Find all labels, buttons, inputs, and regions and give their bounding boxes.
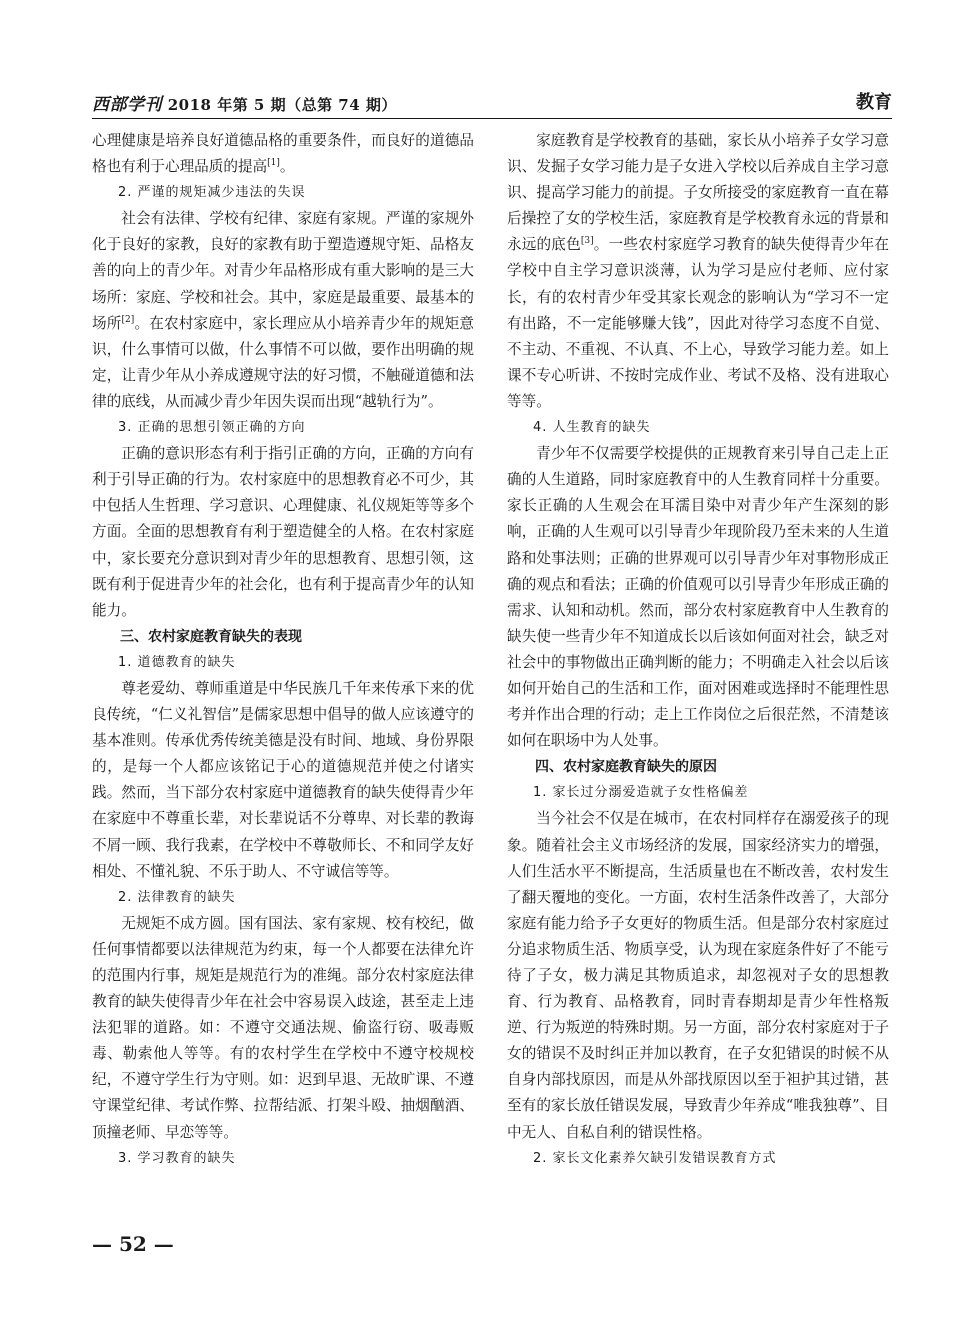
subsection-heading: 2. 家长文化素养欠缺引发错误教育方式 bbox=[533, 1150, 777, 1166]
page-number: — 52 — bbox=[92, 1232, 174, 1256]
subsection-heading: 1. 道德教育的缺失 bbox=[118, 654, 236, 670]
subsection-heading: 3. 学习教育的缺失 bbox=[118, 1150, 236, 1166]
subsection-heading: 1. 家长过分溺爱造就子女性格偏差 bbox=[533, 785, 749, 801]
right-column bbox=[507, 128, 889, 1172]
paragraph: 正确的意识形态有利于指引正确的方向，正确的方向有利于引导正确的行为。农村家庭中的思想教育必不可少，其中包括人生哲理、学习意识、心理健康、礼仪规矩等等多个方面。全面的思想教育有利于塑造健全的人格。在农村家庭中，家长要充分意识到对青少年的思想教育、思想引领，这既有利于促进青少年的社会化，也有利于提高青少年的认知能力。 bbox=[92, 445, 474, 619]
subsection-heading: 2. 严谨的规矩减少违法的失误 bbox=[118, 185, 306, 201]
paragraph: 当今社会不仅是在城市，在农村同样存在溺爱孩子的现象。随着社会主义市场经济的发展，国家经济实力的增强，人们生活水平不断提高，生活质量也在不断改善，农村发生了翻天覆地的变化。一方面，农村生活条件改善了，大部分家庭有能力给予子女更好的物质生活。但是部分农村家庭过分追求物质生活、物质享受，认为现在家庭条件好了不能亏待了子女，极力满足其物质追求，却忽视对子女的思想教育、行为教育、品格教育，同时青春期却是青少年性格叛逆、行为叛逆的特殊时期。另一方面，部分农村家庭对于子女的错误不及时纠正并加以教育，在子女犯错误的时候不从自身内部找原因，而是从外部找原因以至于袒护其过错，甚至有的家长放任错误发展，导致青少年养成“唯我独尊”、目中无人、自私自利的错误性格。 bbox=[507, 810, 889, 1141]
citation: [2] bbox=[121, 314, 135, 325]
subsection-heading: 4. 人生教育的缺失 bbox=[533, 420, 651, 436]
journal-logo: 西部学刊 bbox=[92, 95, 162, 115]
paragraph: 家庭教育是学校教育的基础，家长从小培养子女学习意识、发掘子女学习能力是子女进入学校以后养成自主学习意识、提高学习能力的前提。子女所接受的家庭教育一直在幕后操控了女的学校生活，家庭教育是学校教育永远的背景和永远的底色[3]。一些农村家庭学习教育的缺失使得青少年在学校中自主学习意识淡薄，认为学习是应付老师、应付家长，有的农村青少年受其家长观念的影响认为“学习不一定有出路，不一定能够赚大钱”，因此对待学习态度不自觉、不主动、不重视、不认真、不上心，导致学习能力差。如上课不专心听讲、不按时完成作业、考试不及格、没有进取心等等。 bbox=[507, 132, 889, 410]
paragraph: 青少年不仅需要学校提供的正规教育来引导自己走上正确的人生道路，同时家庭教育中的人生教育同样十分重要。家长正确的人生观会在耳濡目染中对青少年产生深刻的影响，正确的人生观可以引导青少年现阶段乃至未来的人生道路和处事法则；正确的世界观可以引导青少年对事物形成正确的观点和看法；正确的价值观可以引导青少年形成正确的需求、认知和动机。然而，部分农村家庭教育中人生教育的缺失使一些青少年不知道成长以后该如何面对社会，缺乏对社会中的事物做出正确判断的能力；不明确走入社会以后该如何开始自己的生活和工作，面对困难或选择时不能理性思考并作出合理的行动；走上工作岗位之后很茫然，不清楚该如何在职场中为人处事。 bbox=[507, 445, 889, 750]
section-heading: 四、农村家庭教育缺失的原因 bbox=[535, 759, 717, 776]
subsection-heading: 2. 法律教育的缺失 bbox=[118, 889, 236, 905]
section-heading: 三、农村家庭教育缺失的表现 bbox=[120, 628, 302, 645]
running-header bbox=[92, 86, 892, 116]
paragraph: 心理健康是培养良好道德品格的重要条件，而良好的道德品格也有利于心理品质的提高[1]。 bbox=[92, 132, 474, 176]
subsection-heading: 3. 正确的思想引领正确的方向 bbox=[118, 420, 306, 436]
citation: [1] bbox=[267, 158, 280, 169]
left-column bbox=[92, 128, 474, 1172]
paragraph: 尊老爱幼、尊师重道是中华民族几千年来传承下来的优良传统，“仁义礼智信”是儒家思想中倡导的做人应该遵守的基本准则。传承优秀传统美德是没有时间、地域、身份界限的，是每一个人都应该铭记于心的道德规范并使之付诸实践。然而，当下部分农村家庭中道德教育的缺失使得青少年在家庭中不尊重长辈，对长辈说话不分尊卑、对长辈的教诲不屑一顾、我行我素，在学校中不尊敬师长、不和同学友好相处、不懂礼貌、不乐于助人、不守诚信等等。 bbox=[92, 679, 474, 880]
citation: [3] bbox=[580, 236, 594, 247]
issue-info: 2018 年第 5 期（总第 74 期） bbox=[167, 96, 397, 114]
header-rule bbox=[92, 118, 892, 119]
section-label: 教育 bbox=[856, 92, 892, 113]
paragraph: 社会有法律、学校有纪律、家庭有家规。严谨的家规外化于良好的家教，良好的家教有助于塑造遵规守矩、品格友善的向上的青少年。对青少年品格形成有重大影响的是三大场所：家庭、学校和社会。其中，家庭是最重要、最基本的场所[2]。在农村家庭中，家长理应从小培养青少年的规矩意识，什么事情可以做，什么事情不可以做，要作出明确的规定，让青少年从小养成遵规守法的好习惯，不触碰道德和法律的底线，从而减少青少年因失误而出现“越轨行为”。 bbox=[92, 210, 474, 410]
journal-masthead bbox=[92, 90, 397, 115]
paragraph: 无规矩不成方圆。国有国法、家有家规、校有校纪，做任何事情都要以法律规范为约束，每一个人都要在法律允许的范围内行事，规矩是规范行为的准绳。部分农村家庭法律教育的缺失使得青少年在社会中容易误入歧途，甚至走上违法犯罪的道路。如：不遵守交通法规、偷盗行窃、吸毒贩毒、勒索他人等等。有的农村学生在学校中不遵守校规校纪，不遵守学生行为守则。如：迟到早退、无故旷课、不遵守课堂纪律、考试作弊、拉帮结派、打架斗殴、抽烟酗酒、顶撞老师、早恋等等。 bbox=[92, 914, 474, 1141]
